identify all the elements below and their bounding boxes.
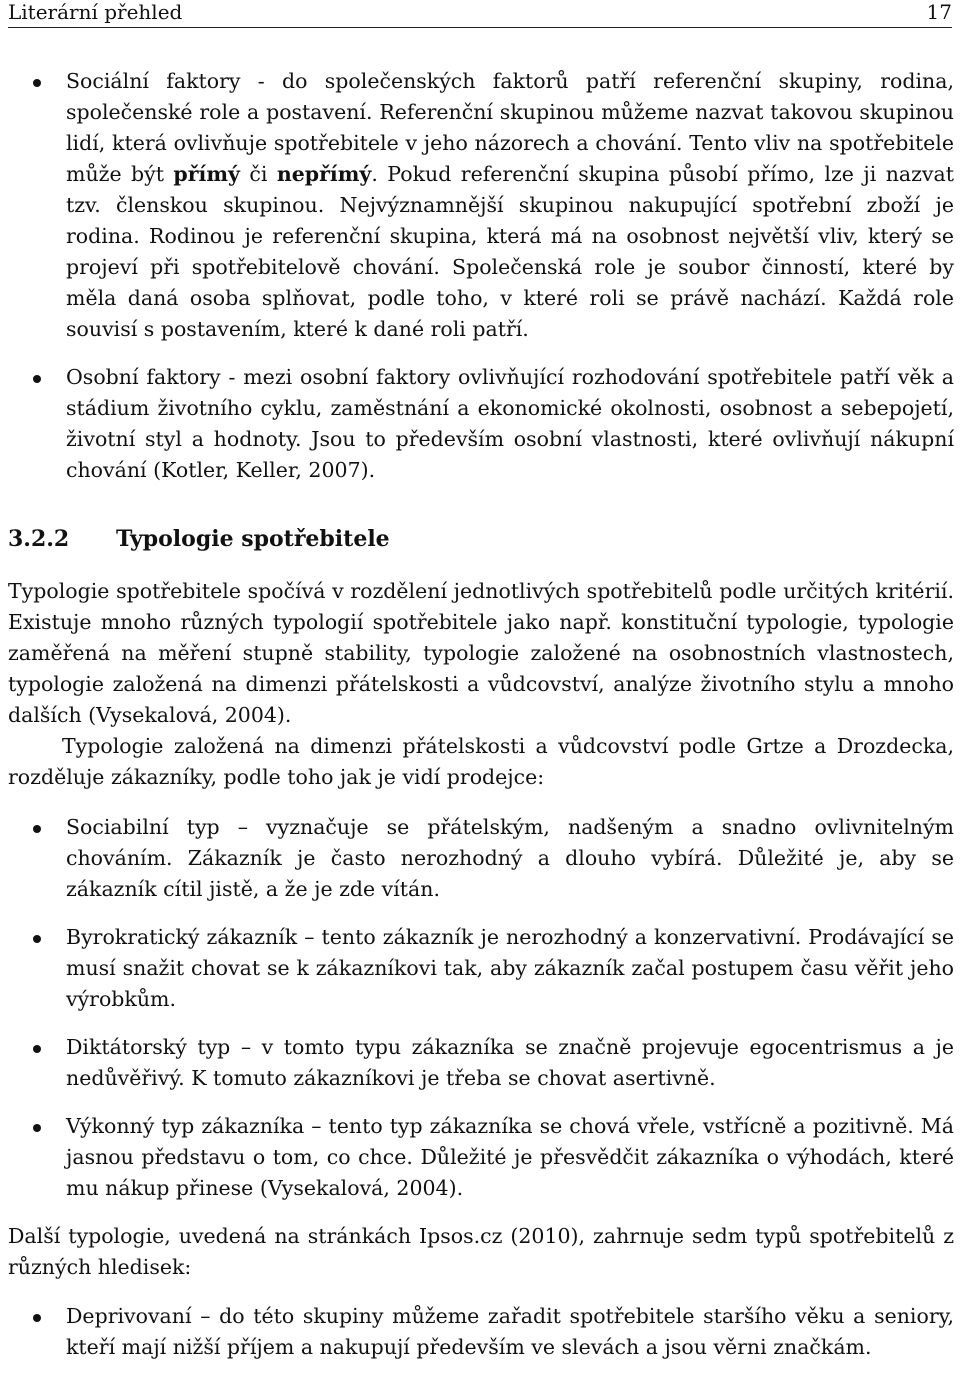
- list-item: [8, 922, 954, 1015]
- section-heading: [8, 524, 954, 554]
- list-item: [8, 1032, 954, 1094]
- bullet-icon: [33, 935, 41, 943]
- page-number: 17: [926, 0, 952, 24]
- list-item-text: Byrokratický zákazník – tento zákazník je nerozhodný a konzervativní. Prodávající se musí snažit chovat se k zákazníkovi tak, aby zákazník začal postupem času věřit jeho výrobkům.: [66, 925, 954, 1011]
- list-item-text: Sociabilní typ – vyznačuje se přátelským, nadšeným a snadno ovlivnitelným chováním. Zákazník je často nerozhodný a dlouho vybírá. Důležité je, aby se zákazník cítil jistě, a že je zde vítán.: [66, 815, 954, 901]
- running-header: [8, 0, 952, 28]
- list-item: [8, 1301, 954, 1363]
- section-number: 3.2.2: [8, 526, 70, 552]
- list-item-text: Výkonný typ zákazníka – tento typ zákazníka se chová vřele, vstřícně a pozitivně. Má jasnou představu o tom, co chce. Důležité je přesvědčit zákazníka o výhodách, které mu nákup přinese (Vysekalová, 2004).: [66, 1114, 954, 1200]
- bullet-icon: [33, 1314, 41, 1322]
- list-item: [8, 66, 954, 345]
- header-title: Literární přehled: [8, 0, 183, 24]
- bullet-icon: [33, 825, 41, 833]
- list-item-text: Deprivovaní – do této skupiny můžeme zařadit spotřebitele staršího věku a seniory, kteří mají nižší příjem a nakupují především ve slevách a jsou věrni značkám.: [66, 1304, 954, 1359]
- page-content: [8, 66, 954, 1380]
- bullet-icon: [33, 1045, 41, 1053]
- list-item-text: Sociální faktory - do společenských faktorů patří referenční skupiny, rodina, společenské role a postavení. Referenční skupinou můžeme nazvat takovou skupinou lidí, která ovlivňuje spotřebitele v jeho názorech a chování. Tento vliv na spotřebitele může být přímý či nepřímý. Pokud referenční skupina působí přímo, lze ji nazvat tzv. členskou skupinou. Nejvýznamnější skupinou nakupující spotřební zboží je rodina. Rodinou je referenční skupina, která má na osobnost největší vliv, který se projeví při spotřebitelově chování. Společenská role je soubor činností, které by měla daná osoba splňovat, podle toho, v které roli se právě nachází. Každá role souvisí s postavením, které k dané roli patří.: [66, 69, 954, 341]
- bullet-icon: [33, 375, 41, 383]
- factor-list: [8, 66, 954, 486]
- list-item: [8, 1111, 954, 1204]
- paragraph: Další typologie, uvedená na stránkách Ipsos.cz (2010), zahrnuje sedm typů spotřebitelů z různých hledisek:: [8, 1224, 954, 1279]
- paragraph: Typologie spotřebitele spočívá v rozdělení jednotlivých spotřebitelů podle určitých kritérií. Existuje mnoho různých typologií spotřebitele jako např. konstituční typologie, typologie zaměřená na měření stupně stability, typologie založené na osobnostních vlastnostech, typologie založená na dimenzi přátelskosti a vůdcovství, analýze životního stylu a mnoho dalších (Vysekalová, 2004).: [8, 579, 954, 727]
- customer-type-list: [8, 812, 954, 1204]
- bullet-icon: [33, 1124, 41, 1132]
- list-item-text: Osobní faktory - mezi osobní faktory ovlivňující rozhodování spotřebitele patří věk a stádium životního cyklu, zaměstnání a ekonomické okolnosti, osobnost a sebepojetí, životní styl a hodnoty. Jsou to především osobní vlastnosti, které ovlivňují nákupní chování (Kotler, Keller, 2007).: [66, 365, 954, 482]
- list-item: [8, 362, 954, 486]
- paragraph: Typologie založená na dimenzi přátelskosti a vůdcovství podle Grtze a Drozdecka, rozděluje zákazníky, podle toho jak je vidí prodejce:: [8, 734, 954, 789]
- list-item: [8, 812, 954, 905]
- list-item-text: Diktátorský typ – v tomto typu zákazníka se značně projevuje egocentrismus a je nedůvěřivý. K tomuto zákazníkovi je třeba se chovat asertivně.: [66, 1035, 954, 1090]
- ipsos-type-list: [8, 1301, 954, 1363]
- bullet-icon: [33, 79, 41, 87]
- section-title: Typologie spotřebitele: [116, 526, 390, 552]
